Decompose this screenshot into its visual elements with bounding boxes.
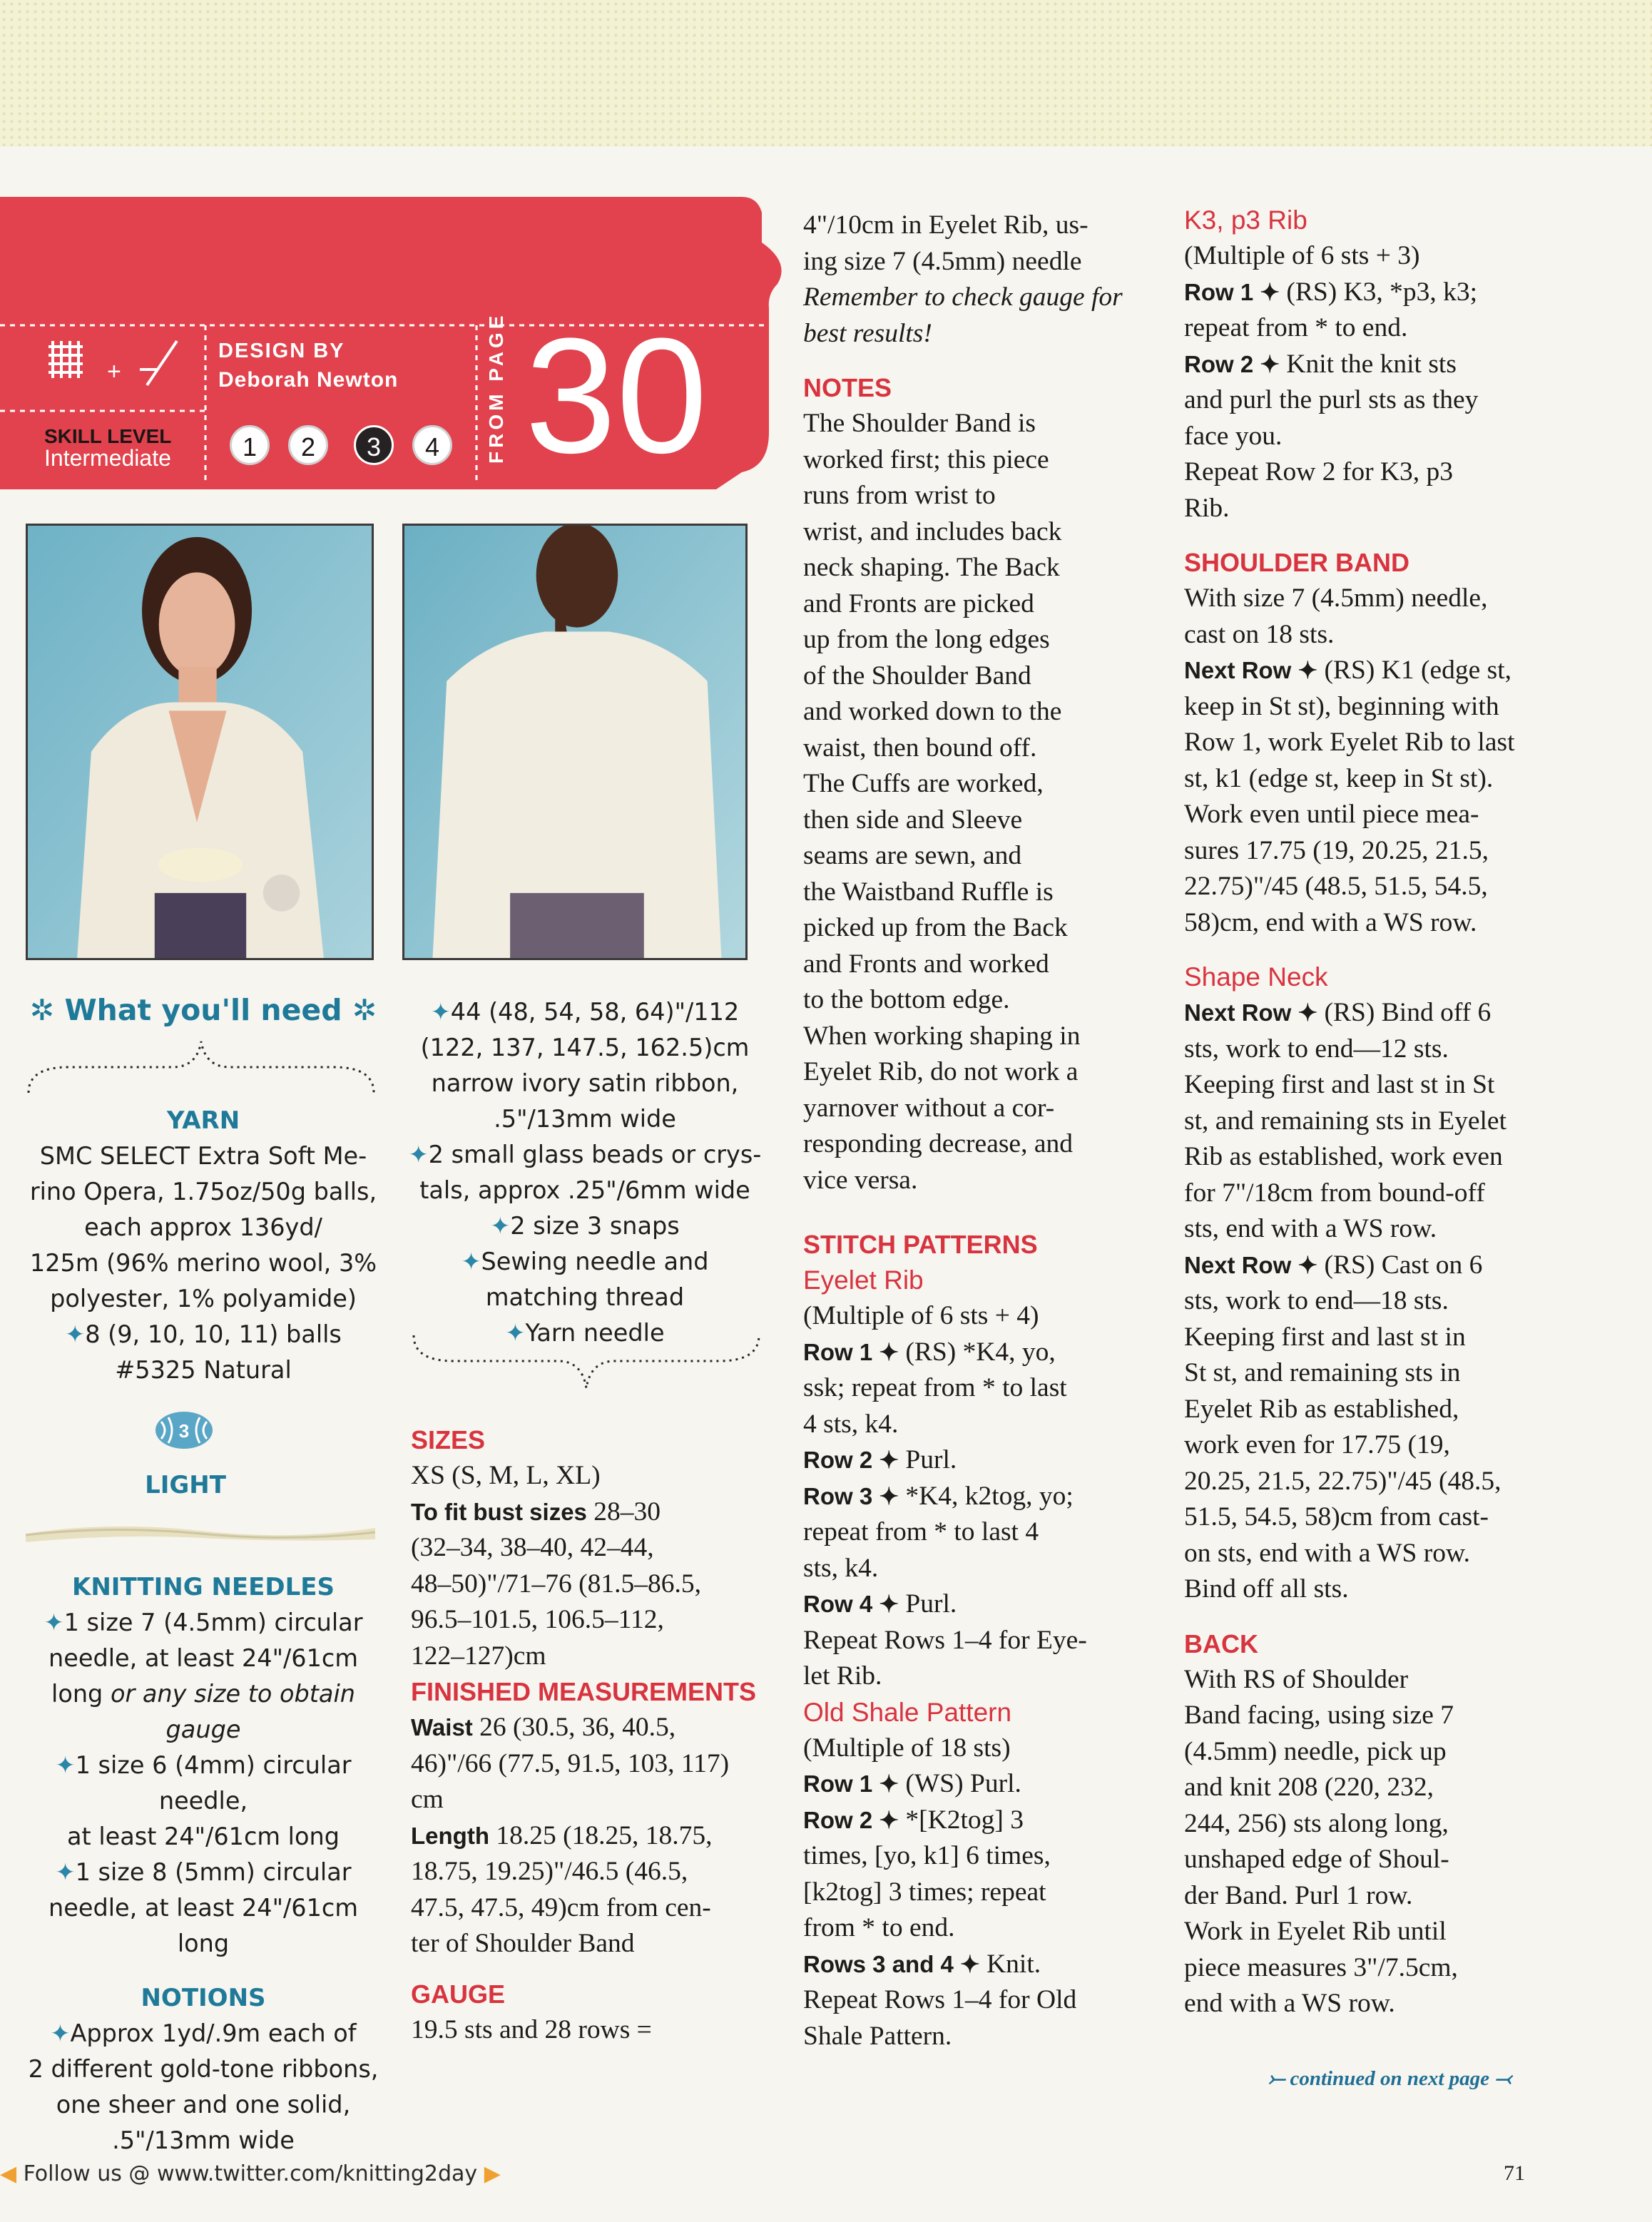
repeat-text: Repeat Row 2 for K3, p3 xyxy=(1184,457,1454,486)
repeat-text: Repeat Rows 1–4 for Old xyxy=(803,1985,1077,2014)
row-text: times, [yo, k1] 6 times, xyxy=(803,1841,1051,1870)
skill-level-1: 1 xyxy=(230,425,270,465)
needle-line: 1 size 8 (5mm) circular xyxy=(75,1858,352,1886)
back-line: Work in Eyelet Rib until xyxy=(1184,1917,1447,1946)
row-label: Next Row ✦ xyxy=(1184,999,1318,1026)
gauge-heading: GAUGE xyxy=(411,1979,506,2009)
notes-column xyxy=(803,208,1153,2054)
row-text: and purl the purl sts as they xyxy=(1184,385,1479,414)
notes-line: yarnover without a cor- xyxy=(803,1093,1055,1123)
yarn-line: SMC SELECT Extra Soft Me- xyxy=(39,1142,367,1170)
neck-line: Keeping first and last st in xyxy=(1184,1322,1466,1352)
needle-line-italic: or any size to obtain xyxy=(110,1680,355,1708)
row-text: face you. xyxy=(1184,421,1283,451)
notes-line: of the Shoulder Band xyxy=(803,661,1031,690)
notes-line: to the bottom edge. xyxy=(803,985,1010,1014)
yarn-heading: YARN xyxy=(166,1106,240,1135)
row-label: Row 1 ✦ xyxy=(1184,278,1280,305)
shoulder-line: 58)cm, end with a WS row. xyxy=(1184,907,1477,937)
neck-line: on sts, end with a WS row. xyxy=(1184,1538,1471,1568)
yarn-strand-image xyxy=(26,1518,375,1544)
row-label: Row 2 ✦ xyxy=(803,1447,899,1473)
needs-column-1 xyxy=(21,1103,385,1388)
bullet-icon: ✦ xyxy=(430,998,451,1026)
waist-line: cm xyxy=(411,1785,444,1814)
shape-neck-heading: Shape Neck xyxy=(1184,962,1328,992)
yarn-weight-icon xyxy=(154,1409,214,1452)
row-text: repeat from * to last 4 xyxy=(803,1517,1039,1546)
gauge-line: 4"/10cm in Eyelet Rib, us- xyxy=(803,210,1088,240)
row-label: Row 3 ✦ xyxy=(803,1482,899,1509)
follow-footer[interactable] xyxy=(0,2161,501,2186)
notes-line: The Cuffs are worked, xyxy=(803,769,1044,798)
gauge-reminder: best results! xyxy=(803,318,932,348)
eyelet-rib-heading: Eyelet Rib xyxy=(803,1265,924,1295)
yarn-line: #5325 Natural xyxy=(115,1356,292,1384)
notion-line: Approx 1yd/.9m each of xyxy=(70,2019,357,2047)
gauge-line: 19.5 sts and 28 rows = xyxy=(411,2014,652,2044)
bullet-icon: ✦ xyxy=(44,1609,64,1636)
dotted-brace-top xyxy=(26,1036,377,1101)
back-line: (4.5mm) needle, pick up xyxy=(1184,1736,1447,1766)
back-heading: BACK xyxy=(1184,1629,1258,1658)
neck-line: sts, end with a WS row. xyxy=(1184,1214,1437,1243)
eyelet-multiple: (Multiple of 6 sts + 4) xyxy=(803,1301,1039,1330)
neck-line: for 7"/18cm from bound-off xyxy=(1184,1178,1485,1208)
notion-line: 2 size 3 snaps xyxy=(510,1212,680,1240)
tilde-icon: ⤙ xyxy=(1489,2067,1511,2090)
needle-line: needle, at least 24"/61cm xyxy=(49,1644,358,1672)
bullet-icon: ✦ xyxy=(461,1248,481,1275)
row-text: Knit. xyxy=(979,1949,1041,1979)
what-youll-need-heading: ✲ What you'll need ✲ xyxy=(29,993,377,1027)
notes-line: up from the long edges xyxy=(803,625,1050,654)
continued-text: continued on next page xyxy=(1290,2067,1490,2090)
needle-line: 1 size 6 (4mm) circular needle, xyxy=(75,1751,352,1815)
shoulder-line: Row 1, work Eyelet Rib to last xyxy=(1184,728,1515,757)
waist-line: 46)"/66 (77.5, 91.5, 103, 117) xyxy=(411,1748,730,1778)
needle-line: at least 24"/61cm long xyxy=(67,1823,340,1850)
row-text: sts, k4. xyxy=(803,1553,879,1583)
yarn-weight-number: 3 xyxy=(178,1420,190,1442)
bullet-icon: ✦ xyxy=(50,2019,71,2047)
back-line: piece measures 3"/7.5cm, xyxy=(1184,1952,1458,1982)
bullet-icon: ✦ xyxy=(65,1320,86,1348)
tilde-icon: ⤚ xyxy=(1268,2067,1290,2090)
continued-next-page[interactable] xyxy=(1268,2067,1511,2091)
bullet-icon: ✦ xyxy=(408,1141,429,1168)
repeat-text: Repeat Rows 1–4 for Eye- xyxy=(803,1625,1087,1655)
needle-line-italic: gauge xyxy=(165,1716,241,1743)
repeat-text: let Rib. xyxy=(803,1661,882,1691)
waist-label: Waist xyxy=(411,1714,473,1741)
arrow-right-icon: ▶ xyxy=(477,2161,501,2186)
notion-line: 44 (48, 54, 58, 64)"/112 xyxy=(450,998,740,1026)
finished-heading: FINISHED MEASUREMENTS xyxy=(411,1677,757,1706)
neck-line: sts, work to end—12 sts. xyxy=(1184,1034,1449,1064)
back-line: and knit 208 (220, 232, xyxy=(1184,1773,1434,1802)
needles-block xyxy=(21,1569,385,2159)
back-line: end with a WS row. xyxy=(1184,1989,1395,2018)
notes-line: and Fronts are picked xyxy=(803,588,1034,618)
bullet-icon: ✦ xyxy=(55,1858,76,1886)
row-label: Row 1 ✦ xyxy=(803,1338,899,1365)
notion-line: 2 small glass beads or crys- xyxy=(428,1141,762,1168)
bullet-icon: ✦ xyxy=(55,1751,76,1779)
notes-line: and Fronts and worked xyxy=(803,949,1049,979)
yarn-line: 8 (9, 10, 10, 11) balls xyxy=(85,1320,342,1348)
row-text: repeat from * to end. xyxy=(1184,313,1408,342)
back-line: With RS of Shoulder xyxy=(1184,1664,1409,1694)
shoulder-line: sures 17.75 (19, 20.25, 21.5, xyxy=(1184,835,1489,865)
row-label: Row 2 ✦ xyxy=(1184,350,1280,377)
skill-level-label: SKILL LEVEL xyxy=(44,425,172,447)
length-line: 18.25 (18.25, 18.75, xyxy=(489,1820,713,1850)
skill-level-3-selected: 3 xyxy=(354,425,394,465)
plus-sign: + xyxy=(107,358,121,385)
notes-line: Eyelet Rib, do not work a xyxy=(803,1057,1079,1086)
what-youll-need-text: What you'll need xyxy=(64,993,342,1027)
notes-line: worked first; this piece xyxy=(803,444,1049,474)
bullet-icon: ✦ xyxy=(505,1319,526,1347)
row-text: Purl. xyxy=(899,1589,957,1619)
neck-line: Bind off all sts. xyxy=(1184,1574,1349,1604)
repeat-text: Shale Pattern. xyxy=(803,2021,952,2051)
notion-line: one sheer and one solid, xyxy=(56,2091,351,2119)
fit-line: 28–30 xyxy=(586,1497,661,1527)
notes-line: responding decrease, and xyxy=(803,1129,1073,1158)
gauge-reminder: Remember to check gauge for xyxy=(803,282,1123,312)
row-text: (WS) Purl. xyxy=(899,1769,1021,1798)
page-number: 71 xyxy=(1504,2161,1525,2185)
row-text: Knit the knit sts xyxy=(1280,349,1457,379)
row-label: Next Row ✦ xyxy=(1184,657,1318,683)
row-text: Purl. xyxy=(899,1445,957,1474)
notion-line: (122, 137, 147.5, 162.5)cm xyxy=(420,1034,750,1061)
repeat-text: Rib. xyxy=(1184,493,1230,523)
neck-line: Eyelet Rib as established, xyxy=(1184,1394,1459,1424)
notes-line: When working shaping in xyxy=(803,1021,1081,1051)
bullet-icon: ✦ xyxy=(490,1212,511,1240)
waist-line: 26 (30.5, 36, 40.5, xyxy=(472,1713,676,1742)
old-shale-heading: Old Shale Pattern xyxy=(803,1697,1012,1727)
needle-line: 1 size 7 (4.5mm) circular xyxy=(63,1609,363,1636)
k3p3-heading: K3, p3 Rib xyxy=(1184,205,1307,235)
notion-line: Yarn needle xyxy=(525,1319,665,1347)
yarn-line: 125m (96% merino wool, 3% xyxy=(29,1249,377,1277)
notes-line: picked up from the Back xyxy=(803,913,1068,942)
notes-line: vice versa. xyxy=(803,1165,918,1195)
yarn-line: each approx 136yd/ xyxy=(84,1213,322,1241)
neck-line: 20.25, 21.5, 22.75)"/45 (48.5, xyxy=(1184,1466,1501,1496)
row-label: Row 2 ✦ xyxy=(803,1806,899,1833)
length-line: 18.75, 19.25)"/46.5 (46.5, xyxy=(411,1857,688,1886)
back-photo xyxy=(402,524,748,960)
row-text: [k2tog] 3 times; repeat xyxy=(803,1877,1046,1907)
row-label: Rows 3 and 4 ✦ xyxy=(803,1950,980,1977)
skill-level-value: Intermediate xyxy=(44,445,171,471)
length-line: ter of Shoulder Band xyxy=(411,1929,635,1958)
yarn-line: polyester, 1% polyamide) xyxy=(50,1285,357,1313)
row-text: (RS) *K4, yo, xyxy=(899,1337,1056,1367)
from-page-number: 30 xyxy=(525,304,708,487)
k3p3-multiple: (Multiple of 6 sts + 3) xyxy=(1184,241,1420,270)
row-text: *K4, k2tog, yo; xyxy=(899,1481,1074,1511)
neck-line: 51.5, 54.5, 58)cm from cast- xyxy=(1184,1502,1489,1532)
needles-heading: KNITTING NEEDLES xyxy=(72,1573,335,1601)
notions-heading: NOTIONS xyxy=(141,1984,266,2012)
notion-line: tals, approx .25"/6mm wide xyxy=(419,1176,750,1204)
notes-line: neck shaping. The Back xyxy=(803,553,1060,582)
design-by-label: DESIGN BY xyxy=(218,340,345,362)
shoulder-line: Work even until piece mea- xyxy=(1184,800,1479,829)
notion-line: .5"/13mm wide xyxy=(112,2126,295,2154)
neck-line: (RS) Bind off 6 xyxy=(1317,998,1492,1027)
fit-line: 48–50)"/71–76 (81.5–86.5, xyxy=(411,1569,701,1599)
gauge-line: ing size 7 (4.5mm) needle xyxy=(803,246,1082,276)
notion-line: matching thread xyxy=(485,1283,685,1311)
from-page-label: FROM PAGE xyxy=(485,312,507,464)
shale-multiple: (Multiple of 18 sts) xyxy=(803,1733,1011,1763)
fit-line: 96.5–101.5, 106.5–112, xyxy=(411,1605,664,1634)
back-line: Band facing, using size 7 xyxy=(1184,1701,1454,1730)
neck-line: Rib as established, work even xyxy=(1184,1142,1503,1171)
sizes-heading: SIZES xyxy=(411,1425,486,1454)
front-photo xyxy=(26,524,374,960)
notion-line: 2 different gold-tone ribbons, xyxy=(28,2055,379,2083)
back-line: der Band. Purl 1 row. xyxy=(1184,1880,1413,1910)
instructions-column xyxy=(1184,203,1555,2022)
row-label: Next Row ✦ xyxy=(1184,1251,1318,1278)
notes-line: the Waistband Ruffle is xyxy=(803,877,1054,907)
notes-line: seams are sewn, and xyxy=(803,841,1022,870)
notes-line: The Shoulder Band is xyxy=(803,409,1036,438)
arrow-left-icon: ◀ xyxy=(0,2161,24,2186)
fit-label: To fit bust sizes xyxy=(411,1498,587,1525)
needle-line: long xyxy=(51,1680,103,1708)
sizes-column xyxy=(411,1422,768,2048)
neck-line: (RS) Cast on 6 xyxy=(1317,1250,1483,1280)
notes-line: and worked down to the xyxy=(803,697,1062,726)
shoulder-line: st, k1 (edge st, keep in St st). xyxy=(1184,763,1494,793)
shoulder-line: 22.75)"/45 (48.5, 51.5, 54.5, xyxy=(1184,872,1488,901)
neck-line: work even for 17.75 (19, xyxy=(1184,1430,1450,1459)
skill-level-4: 4 xyxy=(412,425,452,465)
row-text: *[K2tog] 3 xyxy=(899,1805,1024,1835)
notes-line: waist, then bound off. xyxy=(803,733,1037,763)
notes-line: then side and Sleeve xyxy=(803,805,1023,835)
row-label: Row 1 ✦ xyxy=(803,1770,899,1797)
yarn-weight-label: LIGHT xyxy=(145,1471,226,1499)
notes-line: wrist, and includes back xyxy=(803,516,1062,546)
neck-line: sts, work to end—18 sts. xyxy=(1184,1286,1449,1315)
needs-column-2 xyxy=(399,994,770,1351)
shoulder-band-heading: SHOULDER BAND xyxy=(1184,548,1410,577)
row-text: (RS) K3, *p3, k3; xyxy=(1280,277,1478,307)
designer-name: Deborah Newton xyxy=(218,368,399,392)
knitting-needle-icon xyxy=(136,338,185,388)
row-text: 4 sts, k4. xyxy=(803,1409,899,1439)
top-decorative-band xyxy=(0,0,1652,146)
notion-line: .5"/13mm wide xyxy=(494,1105,676,1133)
neck-line: st, and remaining sts in Eyelet xyxy=(1184,1106,1506,1136)
shoulder-line: cast on 18 sts. xyxy=(1184,619,1335,649)
notion-line: Sewing needle and xyxy=(481,1248,709,1275)
fit-line: 122–127)cm xyxy=(411,1641,546,1671)
shoulder-line: With size 7 (4.5mm) needle, xyxy=(1184,583,1488,613)
stitch-patterns-heading: STITCH PATTERNS xyxy=(803,1230,1038,1259)
notes-heading: NOTES xyxy=(803,373,892,402)
notion-line: narrow ivory satin ribbon, xyxy=(431,1069,739,1097)
follow-text: Follow us @ www.twitter.com/knitting2day xyxy=(23,2161,478,2186)
back-line: unshaped edge of Shoul- xyxy=(1184,1845,1449,1874)
notes-line: runs from wrist to xyxy=(803,481,996,510)
needle-line: needle, at least 24"/61cm long xyxy=(49,1894,358,1957)
sizes-line: XS (S, M, L, XL) xyxy=(411,1461,601,1490)
neck-line: St st, and remaining sts in xyxy=(1184,1358,1461,1387)
length-label: Length xyxy=(411,1822,489,1849)
neck-line: Keeping first and last st in St xyxy=(1184,1070,1495,1099)
yarn-swatch-icon xyxy=(44,338,87,381)
skill-level-2: 2 xyxy=(288,425,328,465)
fit-line: (32–34, 38–40, 42–44, xyxy=(411,1533,654,1562)
yarn-line: rino Opera, 1.75oz/50g balls, xyxy=(29,1178,377,1206)
length-line: 47.5, 47.5, 49)cm from cen- xyxy=(411,1892,711,1922)
shoulder-line: keep in St st), beginning with xyxy=(1184,691,1499,721)
shoulder-line: (RS) K1 (edge st, xyxy=(1317,656,1512,685)
row-label: Row 4 ✦ xyxy=(803,1591,899,1617)
back-line: 244, 256) sts along long, xyxy=(1184,1808,1449,1838)
row-text: ssk; repeat from * to last xyxy=(803,1373,1067,1402)
row-text: from * to end. xyxy=(803,1913,955,1942)
